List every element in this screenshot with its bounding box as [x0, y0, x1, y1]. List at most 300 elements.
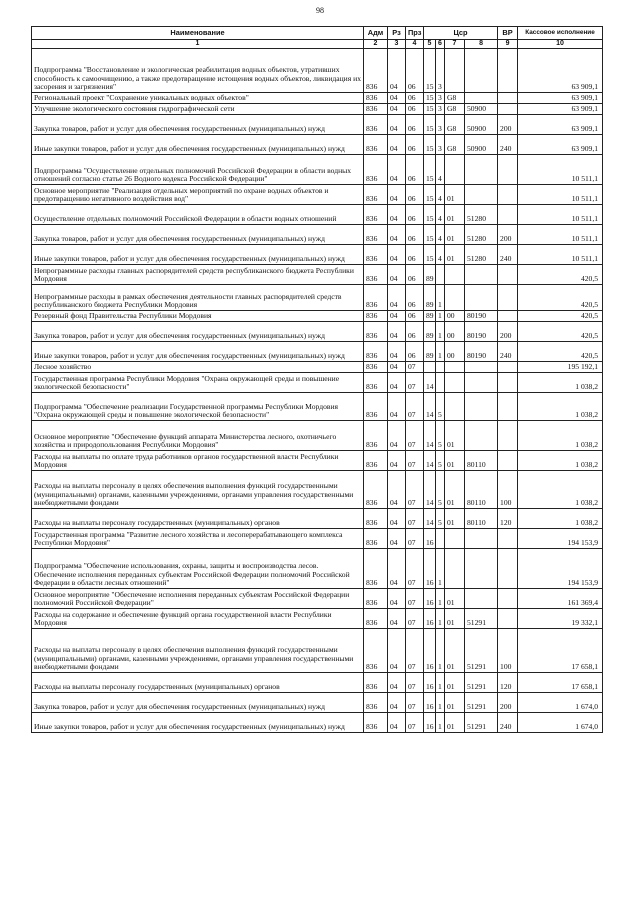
- header-prz: Прз: [406, 27, 424, 40]
- row-prz: 06: [406, 311, 424, 322]
- row-csr-direction: 51291: [465, 673, 498, 693]
- row-csr-direction: 80190: [465, 342, 498, 362]
- row-csr-event: 01: [445, 205, 465, 225]
- row-csr-direction: 80110: [465, 509, 498, 529]
- row-csr-program: 16: [424, 629, 436, 673]
- row-csr-subprogram: 3: [436, 93, 445, 104]
- row-csr-subprogram: 5: [436, 509, 445, 529]
- row-prz: 07: [406, 393, 424, 421]
- row-csr-direction: 51280: [465, 205, 498, 225]
- row-rz: 04: [388, 549, 406, 589]
- row-adm: 836: [364, 115, 388, 135]
- row-csr-program: 89: [424, 265, 436, 285]
- row-prz: 06: [406, 93, 424, 104]
- row-csr-subprogram: 1: [436, 629, 445, 673]
- budget-table: [31, 26, 603, 733]
- row-csr-event: 01: [445, 185, 465, 205]
- row-amount: 1 038,2: [518, 373, 603, 393]
- row-name: Закупка товаров, работ и услуг для обеспечения государственных (муниципальных) нужд: [32, 115, 364, 135]
- row-rz: 04: [388, 342, 406, 362]
- row-csr-subprogram: 1: [436, 713, 445, 733]
- row-csr-direction: [465, 529, 498, 549]
- row-name: Иные закупки товаров, работ и услуг для обеспечения государственных (муниципальных) нужд: [32, 245, 364, 265]
- row-amount: 10 511,1: [518, 155, 603, 185]
- row-rz: 04: [388, 693, 406, 713]
- row-csr-subprogram: 1: [436, 311, 445, 322]
- row-name: Расходы на содержание и обеспечение функций органа государственной власти Республики Мордовия: [32, 609, 364, 629]
- row-csr-subprogram: 5: [436, 393, 445, 421]
- row-csr-event: 01: [445, 609, 465, 629]
- col-number: 6: [436, 40, 445, 49]
- table-row: [32, 93, 603, 104]
- row-adm: 836: [364, 529, 388, 549]
- row-name: Подпрограмма "Обеспечение использования, охраны, защиты и воспроизводства лесов. Обеспечение исполнения переданных субъектам Российской Федерации полномочий Российской Федерации в области лесных отношений": [32, 549, 364, 589]
- col-number: 3: [388, 40, 406, 49]
- row-vr: 240: [498, 342, 518, 362]
- row-adm: 836: [364, 265, 388, 285]
- row-vr: 100: [498, 629, 518, 673]
- row-csr-direction: 51291: [465, 693, 498, 713]
- table-row: [32, 115, 603, 135]
- row-csr-program: 16: [424, 713, 436, 733]
- row-name: Основное мероприятие "Реализация отдельных мероприятий по охране водных объектов и предотвращению негативного воздействия вод": [32, 185, 364, 205]
- row-csr-event: [445, 285, 465, 311]
- row-prz: 07: [406, 509, 424, 529]
- row-csr-event: G8: [445, 115, 465, 135]
- row-amount: 63 909,1: [518, 49, 603, 93]
- row-name: Иные закупки товаров, работ и услуг для обеспечения государственных (муниципальных) нужд: [32, 135, 364, 155]
- row-adm: 836: [364, 205, 388, 225]
- row-csr-program: 89: [424, 342, 436, 362]
- row-csr-direction: [465, 421, 498, 451]
- row-name: Государственная программа Республики Мордовия "Охрана окружающей среды и повышение экологической безопасности": [32, 373, 364, 393]
- row-csr-subprogram: 5: [436, 421, 445, 451]
- row-csr-subprogram: 1: [436, 589, 445, 609]
- table-row: [32, 342, 603, 362]
- row-csr-direction: [465, 589, 498, 609]
- row-adm: 836: [364, 285, 388, 311]
- row-name: Подпрограмма "Обеспечение реализации Государственной программы Республики Мордовия "Охрана окружающей среды и повышение экологической безопасности": [32, 393, 364, 421]
- row-csr-program: 15: [424, 155, 436, 185]
- row-prz: 07: [406, 629, 424, 673]
- row-csr-event: 01: [445, 629, 465, 673]
- row-vr: [498, 49, 518, 93]
- row-amount: 1 038,2: [518, 471, 603, 509]
- row-csr-subprogram: 5: [436, 451, 445, 471]
- table-row: [32, 589, 603, 609]
- row-csr-event: 00: [445, 322, 465, 342]
- row-vr: 100: [498, 471, 518, 509]
- row-csr-program: 15: [424, 185, 436, 205]
- row-csr-direction: 51280: [465, 245, 498, 265]
- row-rz: 04: [388, 205, 406, 225]
- row-prz: 07: [406, 609, 424, 629]
- row-csr-direction: 50900: [465, 104, 498, 115]
- row-csr-subprogram: 4: [436, 205, 445, 225]
- row-rz: 04: [388, 225, 406, 245]
- row-csr-subprogram: 4: [436, 245, 445, 265]
- row-csr-event: 01: [445, 421, 465, 451]
- row-vr: 120: [498, 673, 518, 693]
- row-name: Лесное хозяйство: [32, 362, 364, 373]
- row-csr-subprogram: 1: [436, 549, 445, 589]
- row-name: Основное мероприятие "Обеспечение исполнения переданных субъектам Российской Федерации полномочий Российской Федерации": [32, 589, 364, 609]
- header-csr: Цср: [424, 27, 498, 40]
- col-number: 1: [32, 40, 364, 49]
- row-csr-subprogram: 4: [436, 225, 445, 245]
- row-adm: 836: [364, 104, 388, 115]
- row-amount: 420,5: [518, 265, 603, 285]
- row-csr-direction: [465, 549, 498, 589]
- row-amount: 17 658,1: [518, 629, 603, 673]
- row-adm: 836: [364, 673, 388, 693]
- row-name: Непрограммные расходы главных распорядителей средств республиканского бюджета Республики Мордовия: [32, 265, 364, 285]
- row-csr-subprogram: 3: [436, 115, 445, 135]
- row-rz: 04: [388, 362, 406, 373]
- row-vr: [498, 311, 518, 322]
- row-prz: 07: [406, 373, 424, 393]
- row-csr-subprogram: 1: [436, 693, 445, 713]
- row-rz: 04: [388, 421, 406, 451]
- row-csr-program: 16: [424, 589, 436, 609]
- row-prz: 07: [406, 471, 424, 509]
- row-adm: 836: [364, 311, 388, 322]
- row-csr-program: 16: [424, 693, 436, 713]
- table-row: [32, 629, 603, 673]
- table-row: [32, 362, 603, 373]
- row-rz: 04: [388, 285, 406, 311]
- row-csr-program: 16: [424, 549, 436, 589]
- row-csr-program: 15: [424, 104, 436, 115]
- row-prz: 06: [406, 205, 424, 225]
- table-row: [32, 509, 603, 529]
- row-rz: 04: [388, 529, 406, 549]
- row-csr-direction: 80110: [465, 471, 498, 509]
- row-rz: 04: [388, 322, 406, 342]
- row-csr-event: 00: [445, 311, 465, 322]
- header-name: Наименование: [32, 27, 364, 40]
- table-row: [32, 421, 603, 451]
- row-csr-program: 89: [424, 285, 436, 311]
- row-name: Региональный проект "Сохранение уникальных водных объектов": [32, 93, 364, 104]
- table-row: [32, 673, 603, 693]
- row-csr-program: 14: [424, 471, 436, 509]
- table-row: [32, 311, 603, 322]
- table-row: [32, 549, 603, 589]
- row-amount: 19 332,1: [518, 609, 603, 629]
- row-vr: [498, 265, 518, 285]
- row-amount: 194 153,9: [518, 529, 603, 549]
- row-csr-event: [445, 393, 465, 421]
- row-amount: 10 511,1: [518, 205, 603, 225]
- row-rz: 04: [388, 609, 406, 629]
- row-csr-direction: 51291: [465, 629, 498, 673]
- row-adm: 836: [364, 225, 388, 245]
- row-prz: 07: [406, 693, 424, 713]
- row-name: Расходы на выплаты персоналу в целях обеспечения выполнения функций государственными (муниципальными) органами, казенными учреждениями, органами управления государственными внебюджетными фондами: [32, 629, 364, 673]
- row-csr-subprogram: 3: [436, 135, 445, 155]
- row-vr: [498, 451, 518, 471]
- row-vr: [498, 362, 518, 373]
- row-name: Государственная программа "Развитие лесного хозяйства и лесоперерабатывающего комплекса Республики Мордовия": [32, 529, 364, 549]
- row-adm: 836: [364, 362, 388, 373]
- table-row: [32, 49, 603, 93]
- row-adm: 836: [364, 589, 388, 609]
- row-csr-subprogram: [436, 362, 445, 373]
- row-prz: 07: [406, 673, 424, 693]
- table-row: [32, 693, 603, 713]
- row-vr: [498, 93, 518, 104]
- row-vr: 240: [498, 713, 518, 733]
- row-prz: 06: [406, 265, 424, 285]
- row-csr-direction: [465, 285, 498, 311]
- row-csr-event: 01: [445, 471, 465, 509]
- row-name: Расходы на выплаты персоналу государственных (муниципальных) органов: [32, 509, 364, 529]
- row-adm: 836: [364, 629, 388, 673]
- table-row: [32, 373, 603, 393]
- row-csr-event: 01: [445, 589, 465, 609]
- row-csr-event: G8: [445, 135, 465, 155]
- row-csr-event: [445, 265, 465, 285]
- row-csr-subprogram: 4: [436, 185, 445, 205]
- row-rz: 04: [388, 104, 406, 115]
- row-csr-direction: [465, 362, 498, 373]
- table-row: [32, 285, 603, 311]
- row-csr-subprogram: 4: [436, 155, 445, 185]
- row-prz: 06: [406, 104, 424, 115]
- row-adm: 836: [364, 393, 388, 421]
- row-rz: 04: [388, 713, 406, 733]
- row-rz: 04: [388, 245, 406, 265]
- row-csr-direction: 80110: [465, 451, 498, 471]
- row-name: Иные закупки товаров, работ и услуг для обеспечения государственных (муниципальных) нужд: [32, 713, 364, 733]
- row-csr-program: [424, 362, 436, 373]
- table-row: [32, 609, 603, 629]
- row-csr-event: 01: [445, 245, 465, 265]
- row-prz: 06: [406, 155, 424, 185]
- col-number: 5: [424, 40, 436, 49]
- row-csr-program: 16: [424, 609, 436, 629]
- row-vr: [498, 373, 518, 393]
- row-csr-direction: [465, 93, 498, 104]
- row-csr-subprogram: 5: [436, 471, 445, 509]
- row-csr-event: 01: [445, 509, 465, 529]
- row-vr: [498, 421, 518, 451]
- row-adm: 836: [364, 421, 388, 451]
- row-csr-direction: 51291: [465, 609, 498, 629]
- table-row: [32, 713, 603, 733]
- row-csr-direction: 51280: [465, 225, 498, 245]
- row-rz: 04: [388, 311, 406, 322]
- row-vr: 240: [498, 135, 518, 155]
- row-csr-event: [445, 49, 465, 93]
- row-adm: 836: [364, 342, 388, 362]
- row-vr: 200: [498, 225, 518, 245]
- row-vr: [498, 285, 518, 311]
- row-csr-direction: 51291: [465, 713, 498, 733]
- row-csr-direction: 80190: [465, 322, 498, 342]
- col-number: 2: [364, 40, 388, 49]
- row-csr-subprogram: 1: [436, 673, 445, 693]
- row-csr-subprogram: [436, 373, 445, 393]
- row-csr-subprogram: 3: [436, 104, 445, 115]
- row-rz: 04: [388, 135, 406, 155]
- row-name: Подпрограмма "Осуществление отдельных полномочий Российской Федерации в области водных отношений согласно статье 26 Водного кодекса Российской Федерации": [32, 155, 364, 185]
- header-adm: Адм: [364, 27, 388, 40]
- row-rz: 04: [388, 673, 406, 693]
- header-kassa: Кассовое исполнение: [518, 27, 603, 40]
- row-name: Подпрограмма "Восстановление и экологическая реабилитация водных объектов, утративших способность к самоочищению, а также предотвращение истощения водных объектов, ликвидация их засорения и загрязнения": [32, 49, 364, 93]
- row-amount: 63 909,1: [518, 93, 603, 104]
- row-name: Улучшение экологического состояния гидрографической сети: [32, 104, 364, 115]
- row-prz: 06: [406, 49, 424, 93]
- row-csr-subprogram: 3: [436, 49, 445, 93]
- row-rz: 04: [388, 49, 406, 93]
- row-csr-program: 15: [424, 225, 436, 245]
- row-adm: 836: [364, 471, 388, 509]
- row-prz: 06: [406, 135, 424, 155]
- row-csr-program: 16: [424, 529, 436, 549]
- column-number-row: [32, 40, 603, 49]
- row-csr-subprogram: 1: [436, 322, 445, 342]
- row-name: Расходы на выплаты персоналу в целях обеспечения выполнения функций государственными (муниципальными) органами, казенными учреждениями, органами управления государственными внебюджетными фондами: [32, 471, 364, 509]
- row-vr: [498, 205, 518, 225]
- row-vr: [498, 185, 518, 205]
- row-adm: 836: [364, 509, 388, 529]
- row-adm: 836: [364, 373, 388, 393]
- row-vr: 200: [498, 322, 518, 342]
- row-csr-event: 01: [445, 451, 465, 471]
- row-amount: 420,5: [518, 285, 603, 311]
- row-csr-direction: [465, 373, 498, 393]
- row-prz: 06: [406, 285, 424, 311]
- row-csr-event: 00: [445, 342, 465, 362]
- row-csr-program: 15: [424, 93, 436, 104]
- row-csr-program: 15: [424, 115, 436, 135]
- row-adm: 836: [364, 549, 388, 589]
- row-amount: 420,5: [518, 311, 603, 322]
- row-csr-program: 15: [424, 135, 436, 155]
- table-row: [32, 185, 603, 205]
- col-number: 9: [498, 40, 518, 49]
- row-prz: 07: [406, 451, 424, 471]
- row-prz: 06: [406, 185, 424, 205]
- row-rz: 04: [388, 393, 406, 421]
- row-vr: 120: [498, 509, 518, 529]
- row-prz: 06: [406, 245, 424, 265]
- row-adm: 836: [364, 135, 388, 155]
- row-amount: 420,5: [518, 322, 603, 342]
- row-csr-event: [445, 362, 465, 373]
- row-vr: [498, 393, 518, 421]
- row-adm: 836: [364, 322, 388, 342]
- row-csr-event: [445, 549, 465, 589]
- row-adm: 836: [364, 245, 388, 265]
- row-vr: 200: [498, 693, 518, 713]
- row-csr-program: 16: [424, 673, 436, 693]
- row-rz: 04: [388, 93, 406, 104]
- row-amount: 161 369,4: [518, 589, 603, 609]
- row-vr: 240: [498, 245, 518, 265]
- row-amount: 1 674,0: [518, 713, 603, 733]
- row-amount: 1 038,2: [518, 509, 603, 529]
- row-csr-program: 14: [424, 393, 436, 421]
- row-adm: 836: [364, 155, 388, 185]
- row-adm: 836: [364, 693, 388, 713]
- row-csr-program: 14: [424, 373, 436, 393]
- table-row: [32, 265, 603, 285]
- row-rz: 04: [388, 589, 406, 609]
- row-vr: 200: [498, 115, 518, 135]
- table-row: [32, 225, 603, 245]
- row-name: Закупка товаров, работ и услуг для обеспечения государственных (муниципальных) нужд: [32, 693, 364, 713]
- row-csr-subprogram: 1: [436, 342, 445, 362]
- table-row: [32, 451, 603, 471]
- header-rz: Рз: [388, 27, 406, 40]
- row-adm: 836: [364, 713, 388, 733]
- row-csr-direction: [465, 393, 498, 421]
- row-amount: 63 909,1: [518, 115, 603, 135]
- row-prz: 06: [406, 115, 424, 135]
- row-csr-program: 14: [424, 509, 436, 529]
- row-vr: [498, 549, 518, 589]
- row-name: Расходы на выплаты по оплате труда работников органов государственной власти Республики Мордовия: [32, 451, 364, 471]
- row-csr-event: G8: [445, 104, 465, 115]
- page-number: 98: [316, 6, 324, 15]
- row-csr-direction: [465, 265, 498, 285]
- row-rz: 04: [388, 373, 406, 393]
- row-prz: 07: [406, 713, 424, 733]
- row-csr-direction: [465, 49, 498, 93]
- row-adm: 836: [364, 609, 388, 629]
- table-row: [32, 471, 603, 509]
- row-name: Закупка товаров, работ и услуг для обеспечения государственных (муниципальных) нужд: [32, 322, 364, 342]
- row-name: Непрограммные расходы в рамках обеспечения деятельности главных распорядителей средств республиканского бюджета Республики Мордовия: [32, 285, 364, 311]
- row-csr-program: 15: [424, 245, 436, 265]
- row-csr-event: 01: [445, 225, 465, 245]
- row-rz: 04: [388, 451, 406, 471]
- row-csr-direction: 50900: [465, 115, 498, 135]
- row-csr-event: 01: [445, 713, 465, 733]
- col-number: 7: [445, 40, 465, 49]
- row-csr-event: 01: [445, 693, 465, 713]
- row-name: Иные закупки товаров, работ и услуг для обеспечения государственных (муниципальных) нужд: [32, 342, 364, 362]
- row-csr-program: 15: [424, 49, 436, 93]
- row-csr-subprogram: 1: [436, 609, 445, 629]
- row-vr: [498, 155, 518, 185]
- table-row: [32, 393, 603, 421]
- row-csr-program: 14: [424, 451, 436, 471]
- row-csr-direction: [465, 155, 498, 185]
- row-rz: 04: [388, 265, 406, 285]
- row-csr-subprogram: [436, 265, 445, 285]
- row-csr-event: [445, 155, 465, 185]
- row-vr: [498, 609, 518, 629]
- table-body: [32, 49, 603, 733]
- row-amount: 63 909,1: [518, 135, 603, 155]
- row-amount: 10 511,1: [518, 245, 603, 265]
- row-csr-direction: 50900: [465, 135, 498, 155]
- row-rz: 04: [388, 185, 406, 205]
- row-csr-direction: 80190: [465, 311, 498, 322]
- row-adm: 836: [364, 185, 388, 205]
- row-csr-subprogram: 1: [436, 285, 445, 311]
- table-row: [32, 135, 603, 155]
- row-amount: 1 038,2: [518, 421, 603, 451]
- row-amount: 420,5: [518, 342, 603, 362]
- col-number: 4: [406, 40, 424, 49]
- row-name: Основное мероприятие "Обеспечение функций аппарата Министерства лесного, охотничьего хозяйства и природопользования Республики Мордовия": [32, 421, 364, 451]
